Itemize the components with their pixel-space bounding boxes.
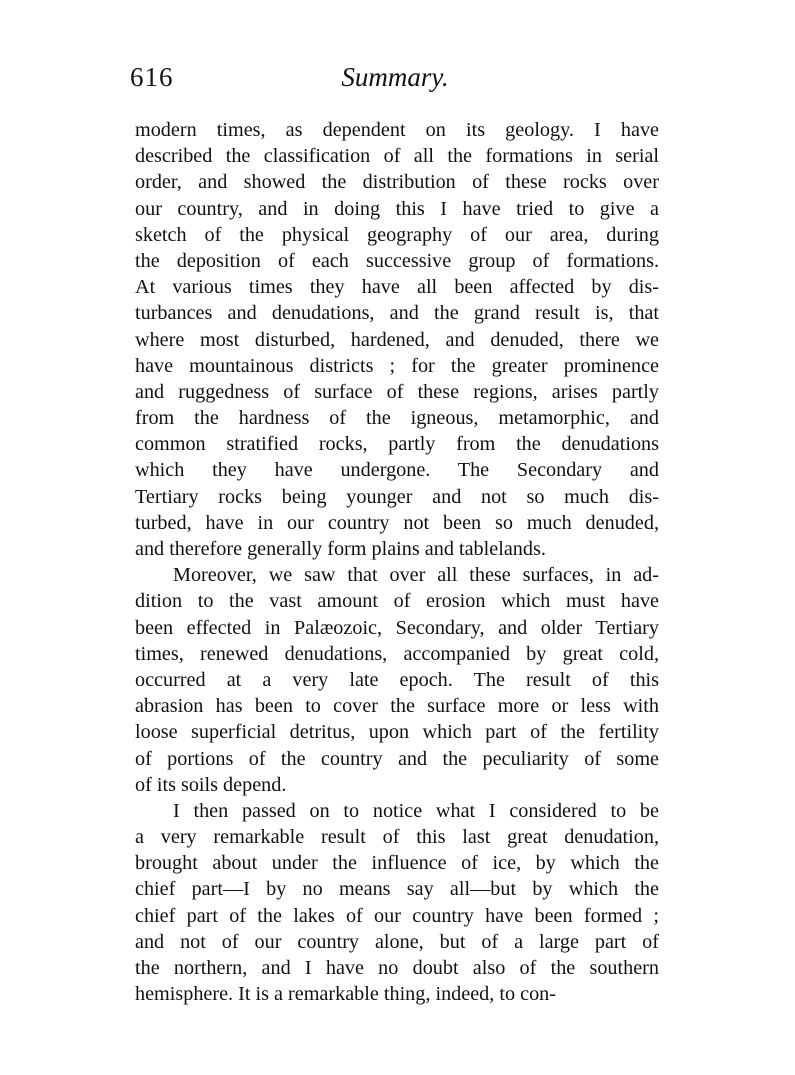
- text-line: Moreover, we saw that over all these surfaces, in ad-: [173, 564, 659, 587]
- text-line: hemisphere. It is a remarkable thing, indeed, to con-: [135, 983, 556, 1006]
- paragraph: [135, 798, 659, 1008]
- text-line: modern times, as dependent on its geology. I have: [135, 119, 659, 141]
- paragraph: [135, 562, 659, 798]
- text-line: from the hardness of the igneous, metamorphic, and: [135, 407, 659, 430]
- text-line: the northern, and I have no doubt also of the southern: [135, 957, 659, 979]
- text-line: and therefore generally form plains and tablelands.: [135, 538, 546, 560]
- text-line: dition to the vast amount of erosion which must have: [135, 590, 659, 613]
- text-line: occurred at a very late epoch. The result of this: [135, 668, 659, 691]
- text-line: and not of our country alone, but of a large part of: [135, 930, 659, 953]
- text-line: sketch of the physical geography of our area, during: [135, 223, 659, 246]
- text-line: and ruggedness of surface of these regions, arises partly: [135, 380, 659, 403]
- page-number: 616: [130, 62, 174, 92]
- text-line: common stratified rocks, partly from the denudations: [135, 433, 659, 456]
- text-line: loose superficial detritus, upon which part of the fertility: [135, 721, 659, 744]
- text-line: brought about under the influence of ice, by which the: [135, 852, 659, 875]
- body-text: [135, 117, 659, 1007]
- text-line: where most disturbed, hardened, and denuded, there we: [135, 328, 659, 351]
- text-line: chief part of the lakes of our country have been formed ;: [135, 904, 659, 927]
- text-line: a very remarkable result of this last great denudation,: [135, 826, 659, 849]
- text-line: order, and showed the distribution of these rocks over: [135, 171, 659, 194]
- text-line: been effected in Palæozoic, Secondary, and older Tertiary: [135, 616, 659, 639]
- running-title: Summary.: [341, 62, 449, 92]
- paragraph: [135, 117, 659, 562]
- text-line: abrasion has been to cover the surface more or less with: [135, 695, 659, 718]
- text-line: the deposition of each successive group of formations.: [135, 249, 659, 272]
- page-header: [130, 62, 660, 102]
- text-line: Tertiary rocks being younger and not so much dis-: [135, 485, 659, 508]
- text-line: of portions of the country and the peculiarity of some: [135, 747, 659, 770]
- text-line: turbances and denudations, and the grand result is, that: [135, 302, 659, 325]
- text-line: which they have undergone. The Secondary and: [135, 459, 659, 482]
- text-line: our country, and in doing this I have tried to give a: [135, 197, 659, 220]
- text-line: chief part—I by no means say all—but by which the: [135, 878, 659, 901]
- text-line: of its soils depend.: [135, 773, 287, 796]
- text-line: At various times they have all been affected by dis-: [135, 276, 659, 299]
- text-line: times, renewed denudations, accompanied by great cold,: [135, 642, 659, 665]
- text-line: I then passed on to notice what I considered to be: [173, 799, 659, 822]
- text-line: turbed, have in our country not been so much denuded,: [135, 511, 659, 534]
- text-line: have mountainous districts ; for the greater prominence: [135, 354, 659, 377]
- text-line: described the classification of all the formations in serial: [135, 145, 659, 168]
